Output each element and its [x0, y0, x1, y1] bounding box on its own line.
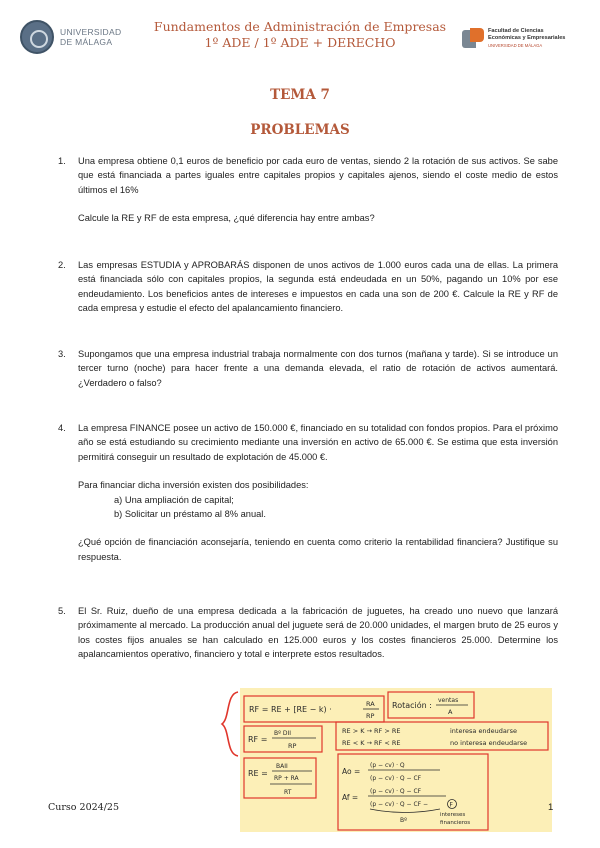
header-title: [140, 19, 460, 51]
intereses-line2: financieros: [440, 820, 471, 826]
rf-rp: RP: [366, 712, 375, 720]
problem-number: 2.: [58, 260, 66, 270]
re-baii: BAII: [276, 763, 288, 770]
problem-number: 3.: [58, 349, 66, 359]
option-b: b) Solicitar un préstamo al 8% anual.: [114, 509, 266, 520]
problem-paragraph: Las empresas ESTUDIA y APROBARÁS disponen de unos activos de 1.000 euros cada una de ellas. La primera está financiada sólo con capitales propios, la segunda está endeudada en un 50%, pagando un 10% por ese endeudamiento. Los beneficios antes de intereses e impuestos en cada una son de 200 €. Calcule la RE y RF de cada empresa y estudie el efecto del apalancamiento financiero.: [78, 260, 558, 314]
problem-number: 5.: [58, 606, 66, 616]
formula-drawing: [240, 688, 552, 832]
ao-den: (p − cv) · Q − CF: [370, 775, 422, 782]
intereses-line1: intereses: [440, 812, 466, 818]
header-title-line1: Fundamentos de Administración de Empresas: [153, 19, 447, 34]
university-logo: [20, 20, 121, 54]
problem-paragraph: Supongamos que una empresa industrial trabaja normalmente con dos turnos (mañana y tarde). Si se introduce un tercer turno (noche) para hacer frente a una demanda elevada, el ratio de rotación de activos aumentará. ¿Verdadero o falso?: [78, 349, 558, 388]
af-den: (p − cv) · Q − CF −: [370, 801, 429, 808]
rf-ra: RA: [366, 700, 375, 708]
re-rt: RT: [284, 789, 292, 796]
rotacion-label: Rotación :: [392, 701, 432, 710]
condition-1: RE > K → RF > RE: [342, 727, 401, 735]
af-num: (p − cv) · Q − CF: [370, 788, 422, 795]
bo-label: Bº: [400, 817, 407, 824]
rf-formula-lead: RF = RE + [RE − k) ·: [249, 705, 332, 714]
condition-2-text: no interesa endeudarse: [450, 739, 528, 747]
problem-2: [58, 258, 558, 316]
faculty-name: [488, 28, 565, 49]
condition-2: RE < K → RF < RE: [342, 739, 401, 747]
section-heading: PROBLEMAS: [250, 122, 350, 138]
problem-paragraph: La empresa FINANCE posee un activo de 150.000 €, financiado en su totalidad con fondos propios. Para el próximo año se está estudiando su crecimiento mediante una inversión en activo de 65.000 €. Se estima que esta inversión permitirá conseguir un resultado de explotación de 45.000 €.: [78, 423, 558, 462]
problem-question: ¿Qué opción de financiación aconsejaría, teniendo en cuenta como criterio la rentabilidad financiera? Justifique su respuesta.: [78, 537, 558, 562]
curly-brace-icon: [212, 690, 242, 758]
option-a: a) Una ampliación de capital;: [114, 494, 234, 505]
header-title-line2: 1º ADE / 1º ADE + DERECHO: [204, 35, 396, 50]
rotacion-ventas: ventas: [438, 697, 459, 704]
af-label: Af =: [342, 793, 359, 802]
problem-paragraph: Una empresa obtiene 0,1 euros de beneficio por cada euro de ventas, siendo 2 la rotación de sus activos. Se sabe que está financiada a partes iguales entre capitales propios y capitales ajenos, siendo el coste medio de estos últimos el 16%: [78, 156, 558, 195]
problem-1: [58, 154, 558, 226]
university-name: [60, 27, 121, 47]
re-rp-ra: RP + RA: [274, 775, 299, 782]
condition-1-text: interesa endeudarse: [450, 727, 517, 735]
problem-number: 4.: [58, 423, 66, 433]
ao-label: Ao =: [342, 767, 361, 776]
university-name-line1: UNIVERSIDAD: [60, 27, 122, 37]
problem-paragraph: El Sr. Ruiz, dueño de una empresa dedicada a la fabricación de juguetes, ha creado uno nuevo que lanzará próximamente al mercado. La producción anual del juguete será de 20.000 unidades, el margen bruto de 25 euros y los costes fijos anuales se han calculado en 125.000 euros y los costes financieros 25.000. Determine los apalancamientos operativo, financiero y total e interprete estos resultados.: [78, 606, 558, 660]
faculty-sub: UNIVERSIDAD DE MÁLAGA: [488, 43, 543, 48]
problem-3: [58, 347, 558, 390]
problem-5: [58, 604, 558, 662]
rf-bdt: Bº DII: [274, 730, 292, 737]
faculty-logo: [462, 28, 565, 50]
faculty-name-line1: Facultad de Ciencias: [488, 28, 544, 34]
course-footer: Curso 2024/25: [48, 802, 120, 813]
university-seal-icon: [20, 20, 54, 54]
rf-rp2: RP: [288, 742, 297, 750]
ao-num: (p − cv) · Q: [370, 762, 405, 769]
rotacion-activos: A: [448, 708, 453, 716]
faculty-mark-icon: [462, 28, 484, 50]
university-name-line2: DE MÁLAGA: [60, 37, 113, 47]
problem-number: 1.: [58, 156, 66, 166]
problem-paragraph: Para financiar dicha inversión existen dos posibilidades:: [78, 480, 309, 491]
page-number: 1: [548, 802, 554, 813]
re-label: RE =: [248, 769, 268, 778]
rf-label: RF =: [248, 735, 268, 744]
f-circle-text: F: [449, 801, 453, 809]
faculty-name-line2: Económicas y Empresariales: [488, 35, 566, 41]
problem-4: [58, 421, 558, 564]
problem-question: Calcule la RE y RF de esta empresa, ¿qué diferencia hay entre ambas?: [78, 213, 375, 224]
tema-heading: TEMA 7: [270, 87, 330, 103]
formula-sticky-note: [240, 688, 552, 832]
